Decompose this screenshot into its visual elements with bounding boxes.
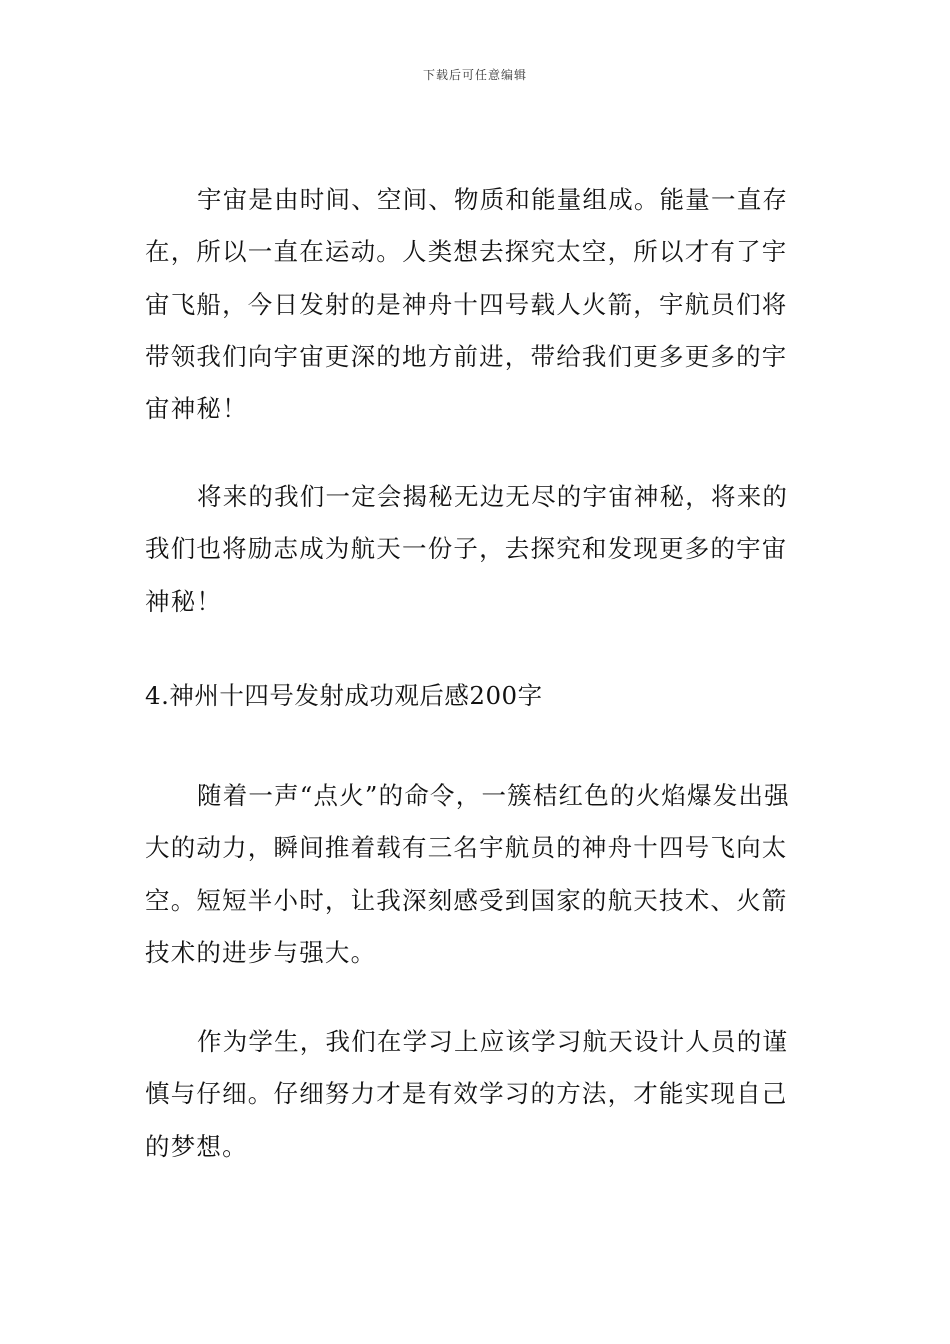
paragraph-future: 将来的我们一定会揭秘无边无尽的宇宙神秘，将来的我们也将励志成为航天一份子，去探究和发现更多的宇宙神秘！ [145,482,789,616]
paragraph-student: 作为学生，我们在学习上应该学习航天设计人员的谨慎与仔细。仔细努力才是有效学习的方法，才能实现自己的梦想。 [145,1027,789,1161]
paragraph-launch: 随着一声“点火”的命令，一簇桔红色的火焰爆发出强大的动力，瞬间推着载有三名宇航员的神舟十四号飞向太空。短短半小时，让我深刻感受到国家的航天技术、火箭技术的进步与强大。 [145,781,790,967]
paragraph-universe: 宇宙是由时间、空间、物质和能量组成。能量一直存在，所以一直在运动。人类想去探究太空，所以才有了宇宙飞船，今日发射的是神舟十四号载人火箭，宇航员们将带领我们向宇宙更深的地方前进，带给我们更多更多的宇宙神秘！ [145,185,789,424]
page-header-note: 下载后可任意编辑 [422,68,527,82]
section-heading: 4.神州十四号发射成功观后感200字 [145,681,543,710]
